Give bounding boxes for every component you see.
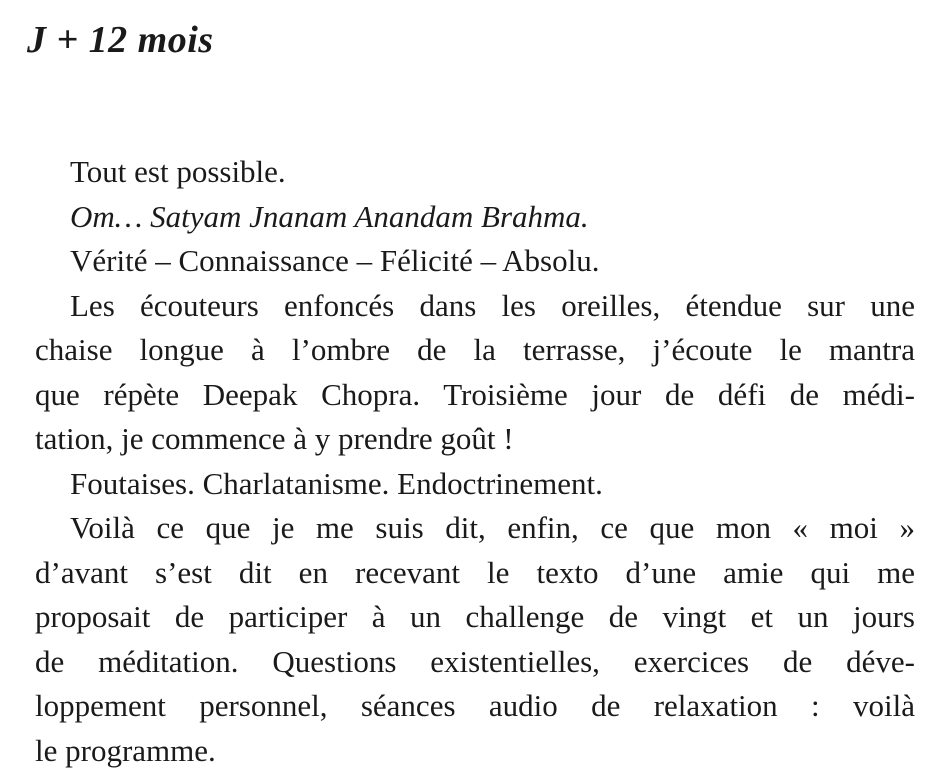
text-line: chaise longue à l’ombre de la terrasse, j’écoute le mantra [35,332,915,367]
text-line: le programme. [35,732,216,768]
text-line: d’avant s’est dit en recevant le texto d’une amie qui me [35,554,915,590]
text-line: que répète Deepak Chopra. Troisième jour de défi de médi- [35,376,915,412]
text-line: loppement personnel, séances audio de relaxation : voilà [35,688,915,723]
text-line: Les écouteurs enfoncés dans les oreilles, étendue sur une [70,287,915,323]
text-line: Voilà ce que je me suis dit, enfin, ce que mon « moi » [70,510,915,545]
text-line: Om… Satyam Jnanam Anandam Brahma. [70,198,589,234]
text-line: Foutaises. Charlatanisme. Endoctrinement. [70,465,603,501]
chapter-heading: J + 12 mois [27,19,214,61]
text-line: proposait de participer à un challenge de vingt et un jours [35,599,915,634]
text-line: de méditation. Questions existentielles, exercices de déve- [35,643,915,679]
text-line: Tout est possible. [70,154,286,189]
body-text [35,150,915,773]
text-line: tation, je commence à y prendre goût ! [35,421,514,456]
text-line: Vérité – Connaissance – Félicité – Absolu. [70,243,600,278]
